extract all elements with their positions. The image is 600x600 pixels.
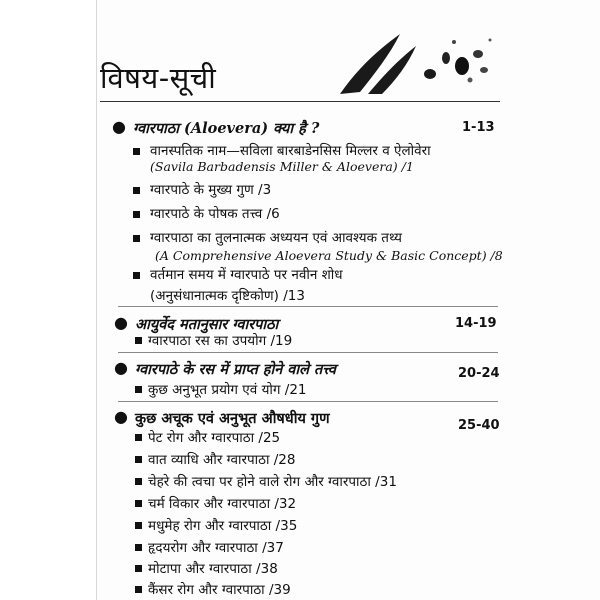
list-item: मोटापा और ग्वारपाठा /38 bbox=[135, 559, 278, 577]
list-bullet bbox=[133, 272, 140, 279]
list-bullet bbox=[135, 565, 142, 572]
list-item: ग्वारपाठा रस का उपयोग /19 bbox=[135, 331, 292, 349]
list-bullet bbox=[135, 500, 142, 507]
brush-stroke-decoration bbox=[338, 28, 498, 98]
list-bullet bbox=[133, 148, 140, 155]
section-divider bbox=[118, 352, 498, 353]
section-divider bbox=[118, 401, 498, 402]
list-bullet bbox=[135, 544, 142, 551]
list-item: वानस्पतिक नाम—सविला बारबाडेनसिस मिल्लर व ऐलोवेरा bbox=[150, 143, 431, 159]
list-item: चर्म विकार और ग्वारपाठा /32 bbox=[135, 494, 296, 512]
list-item: कैंसर रोग और ग्वारपाठा /39 bbox=[135, 580, 291, 598]
list-bullet bbox=[135, 456, 142, 463]
list-item: ग्वारपाठे के पोषक तत्त्व /6 bbox=[150, 206, 280, 222]
list-item-subtitle: (अनुसंधानात्मक दृष्टिकोण) /13 bbox=[150, 288, 305, 304]
list-bullet bbox=[135, 386, 142, 393]
section-heading: ● ग्वारपाठे के रस में प्राप्त होने वाले तत्त्व bbox=[114, 358, 336, 378]
list-item: कुछ अनुभूत प्रयोग एवं योग /21 bbox=[135, 380, 307, 398]
list-item: चेहरे की त्वचा पर होने वाले रोग और ग्वारपाठा /31 bbox=[135, 472, 397, 490]
title-underline bbox=[100, 101, 500, 102]
list-bullet bbox=[135, 522, 142, 529]
section-heading: ● आयुर्वेद मतानुसार ग्वारपाठा bbox=[114, 313, 279, 333]
list-bullet bbox=[133, 187, 140, 194]
list-item: ग्वारपाठे के मुख्य गुण /3 bbox=[150, 182, 272, 198]
page-title: विषय-सूची bbox=[100, 61, 217, 95]
list-item: ग्वारपाठा का तुलनात्मक अध्ययन एवं आवश्यक तथ्य bbox=[150, 230, 402, 246]
page-range: 1-13 bbox=[462, 120, 495, 135]
page-range: 25-40 bbox=[458, 418, 500, 433]
list-item: हृदयरोग और ग्वारपाठा /37 bbox=[135, 538, 284, 556]
list-bullet bbox=[135, 434, 142, 441]
page-range: 14-19 bbox=[455, 316, 497, 331]
list-item-subtitle: (A Comprehensive Aloevera Study & Basic Concept) /8 bbox=[155, 248, 503, 263]
section-divider bbox=[118, 306, 498, 307]
list-item: वर्तमान समय में ग्वारपाठे पर नवीन शोध bbox=[150, 267, 343, 283]
section-heading: ● कुछ अचूक एवं अनुभूत औषधीय गुण bbox=[114, 407, 330, 427]
list-bullet bbox=[135, 586, 142, 593]
list-bullet bbox=[133, 211, 140, 218]
list-bullet bbox=[135, 337, 142, 344]
list-item: वात व्याधि और ग्वारपाठा /28 bbox=[135, 450, 296, 468]
list-bullet bbox=[133, 235, 140, 242]
page-range: 20-24 bbox=[458, 366, 500, 381]
list-item: पेट रोग और ग्वारपाठा /25 bbox=[135, 428, 280, 446]
section-heading: ● ग्वारपाठा (Aloevera) क्या है ? bbox=[112, 117, 320, 137]
list-item-subtitle: (Savila Barbadensis Miller & Aloevera) /1 bbox=[150, 159, 414, 174]
list-item: मधुमेह रोग और ग्वारपाठा /35 bbox=[135, 516, 297, 534]
list-bullet bbox=[135, 478, 142, 485]
